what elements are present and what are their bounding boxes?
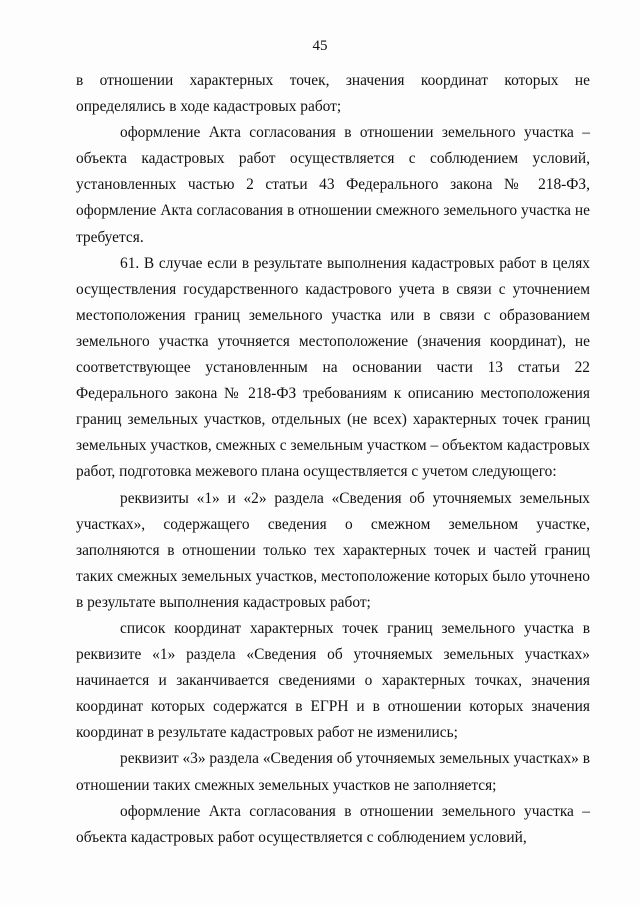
document-body bbox=[76, 68, 590, 851]
paragraph-clause-61: 61. В случае если в результате выполнения кадастровых работ в целях осуществления государственного кадастрового учета в связи с уточнением местоположения границ земельного участка или в связи с образованием земельного участка уточняется местоположение (значения координат), не соответствующее установленным на основании части 13 статьи 22 Федерального закона № 218-ФЗ требованиям к описанию местоположения границ земельных участков, отдельных (не всех) характерных точек границ земельных участков, смежных с земельным участком – объектом кадастровых работ, подготовка межевого плана осуществляется с учетом следующего: bbox=[76, 254, 590, 481]
page-number: 45 bbox=[312, 38, 328, 54]
paragraph-coordinates-list: список координат характерных точек границ земельного участка в реквизите «1» раздела «Сведения об уточняемых земельных участках» начинается и заканчивается сведениями о характерных точках, значения координат которых содержатся в ЕГРН и в отношении которых значения координат в результате кадастровых работ не изменились; bbox=[76, 619, 590, 742]
paragraph-continuation: в отношении характерных точек, значения координат которых не определялись в ходе кадастровых работ; bbox=[76, 72, 590, 116]
paragraph-approval-act: оформление Акта согласования в отношении земельного участка – объекта кадастровых работ осуществляется с соблюдением условий, установленных частью 2 статьи 43 Федерального закона № 218-ФЗ, оформление Акта согласования в отношении смежного земельного участка не требуется. bbox=[76, 124, 590, 246]
paragraph-requisites-1-2: реквизиты «1» и «2» раздела «Сведения об уточняемых земельных участках», содержащего сведения о смежном земельном участке, заполняются в отношении только тех характерных точек и частей границ таких смежных земельных участков, местоположение которых было уточнено в результате выполнения кадастровых работ; bbox=[76, 489, 590, 611]
paragraph-requisite-3: реквизит «3» раздела «Сведения об уточняемых земельных участках» в отношении таких смежных земельных участков не заполняется; bbox=[76, 750, 590, 794]
paragraph-approval-act-continued: оформление Акта согласования в отношении земельного участка – объекта кадастровых работ осуществляется с соблюдением условий, bbox=[76, 802, 590, 846]
